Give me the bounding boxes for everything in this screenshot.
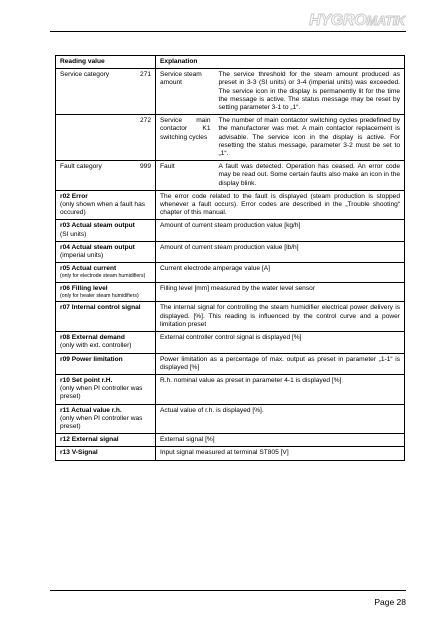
code-999: 999: [120, 161, 156, 191]
explanation-cell: Actual value of r.h. is displayed [%].: [156, 404, 405, 434]
reading-cell: [56, 404, 156, 434]
table-row: [56, 241, 405, 262]
service-category-label: Service category: [56, 69, 120, 115]
page-number: Page 28: [374, 597, 406, 607]
table-row: [56, 282, 405, 302]
fault-category-label: Fault category: [56, 161, 120, 191]
reading-note: (only shown when a fault has occured): [60, 201, 146, 217]
table-row: [56, 302, 405, 332]
service-row-272: [56, 115, 405, 161]
header-rule: [50, 31, 406, 32]
table-row: [56, 404, 405, 434]
explanation-cell: Amount of current steam production value [kg/h]: [156, 220, 405, 241]
explanation-cell: Amount of current steam production value [lb/h]: [156, 241, 405, 262]
reading-values-table: [55, 55, 405, 461]
reading-title: r13 V-Signal: [60, 449, 98, 457]
explanation-cell: Current electrode amperage value [A]: [156, 263, 405, 283]
logo-brand-left: HYGRO: [309, 12, 367, 29]
reading-title: r09 Power limitation: [60, 355, 123, 363]
reading-cell: [56, 241, 156, 262]
reading-note: (only when PI controller was preset): [60, 385, 143, 401]
reading-title: r11 Actual value r.h.: [60, 406, 122, 414]
explanation-cell: The error code related to the fault is displayed (steam production is stopped whenever a fault occurs). Error codes are described in the „Trouble shooting“ chapter of this manual.: [156, 190, 405, 220]
fault-name: Fault: [156, 161, 215, 191]
service-row-271: [56, 69, 405, 115]
table-row: [56, 353, 405, 374]
explanation-cell: The internal signal for controlling the steam humidifier electrical power delivery is displayed. [%]. This reading is influenced by the control curve and a power limitation preset: [156, 302, 405, 332]
logo-brand-right: MATIK: [366, 13, 405, 28]
code-272: 272: [120, 115, 156, 161]
table-row: [56, 190, 405, 220]
reading-title: r02 Error: [60, 192, 88, 200]
table-row: [56, 434, 405, 447]
explanation-cell: Power limitation as a percentage of max. output as preset in parameter „1-1“ is displayed [%]: [156, 353, 405, 374]
service-271-text: The service threshold for the steam amount produced as preset in 3-3 (SI units) or 3-4 (imperial units) was exceeded. The service icon in the display is permanently lit for the time the message is active. The status message may be reset by setting parameter 3-1 to „1“.: [215, 69, 405, 115]
reading-note: (imperial units): [60, 252, 104, 260]
service-271-name: Service steam amount: [156, 69, 215, 115]
reading-cell: [56, 220, 156, 241]
explanation-cell: R.h. nominal value as preset in parameter 4-1 is displayed [%]: [156, 374, 405, 404]
fault-text: A fault was detected. Operation has ceased. An error code may be read out. Some certain faults also make an icon in the display blink.: [215, 161, 405, 191]
reading-title: r10 Set point r.H.: [60, 376, 113, 384]
reading-cell: [56, 353, 156, 374]
reading-cell: [56, 434, 156, 447]
table-row: [56, 447, 405, 460]
reading-cell: [56, 190, 156, 220]
explanation-cell: External signal [%]: [156, 434, 405, 447]
table-row: [56, 374, 405, 404]
reading-title: r12 External signal: [60, 436, 119, 444]
reading-cell: [56, 302, 156, 332]
reading-cell: [56, 263, 156, 283]
reading-title: r05 Actual current: [60, 265, 117, 273]
table-row: [56, 332, 405, 353]
hygromatik-logo: [306, 8, 406, 30]
table-row: [56, 220, 405, 241]
reading-title: r08 External demand: [60, 334, 125, 342]
fault-row-999: [56, 161, 405, 191]
code-271: 271: [120, 69, 156, 115]
reading-note: (only for electrode steam humidifiers): [60, 273, 146, 280]
reading-note: (only with ext. controller): [60, 342, 132, 350]
reading-title: r04 Actual steam output: [60, 243, 135, 251]
explanation-cell: External controller control signal is displayed [%]: [156, 332, 405, 353]
reading-cell: [56, 447, 156, 460]
reading-title: r03 Actual steam output: [60, 222, 135, 230]
reading-cell: [56, 332, 156, 353]
service-272-text: The number of main contactor switching cycles predefined by the manufactorer was met. A main contactor replacement is advisable. The service icon in the display is active. For resetting the status message, parameter 3-2 must be set to „1“.: [215, 115, 405, 161]
logo-text: [309, 12, 406, 29]
col-header-reading: Reading value: [56, 56, 156, 69]
reading-note: (only for heater steam humidifiers): [60, 293, 139, 300]
reading-title: r06 Filling level: [60, 284, 108, 292]
explanation-cell: Input signal measured at terminal ST805 [V]: [156, 447, 405, 460]
service-272-name: Service main contactor K1 switching cycles: [156, 115, 215, 161]
col-header-explanation: Explanation: [156, 56, 405, 69]
table-row: [56, 263, 405, 283]
reading-cell: [56, 282, 156, 302]
reading-cell: [56, 374, 156, 404]
table-header-row: [56, 56, 405, 69]
reading-note: (SI units): [60, 230, 87, 238]
reading-note: (only when PI controller was preset): [60, 414, 143, 430]
explanation-cell: Filling level [mm] measured by the water level sensor: [156, 282, 405, 302]
reading-title: r07 Internal control signal: [60, 304, 141, 312]
footer-rule: [50, 590, 406, 591]
